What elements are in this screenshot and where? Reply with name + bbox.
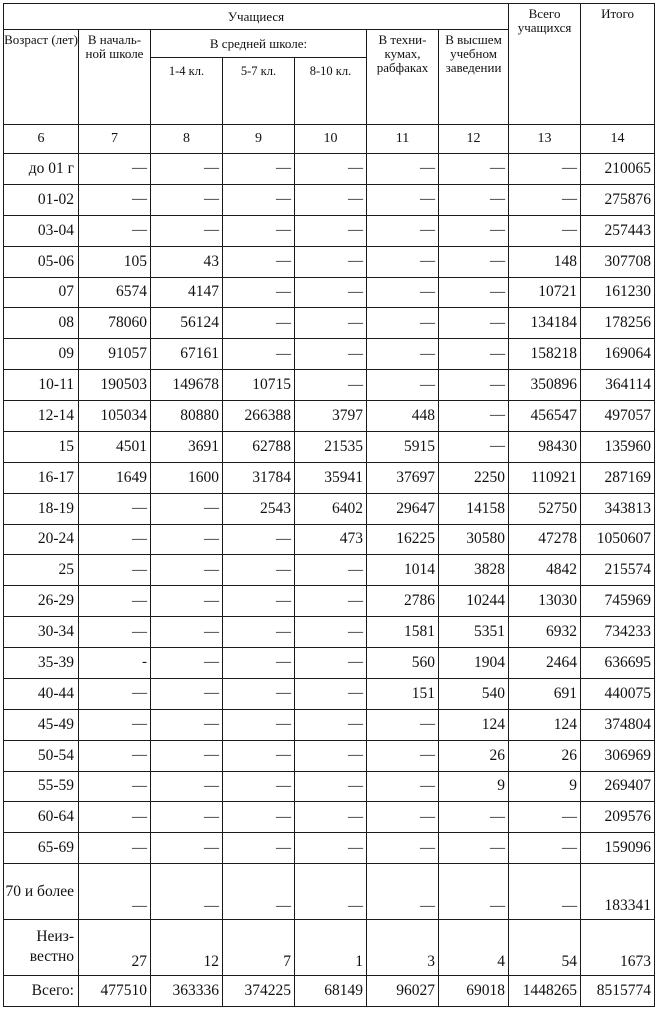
column-number: 7 [79,125,151,154]
value-cell: 374804 [581,709,655,740]
value-cell: 8515774 [581,975,655,1006]
value-cell: — [295,154,367,185]
column-number-row [4,125,655,154]
value-cell: — [79,864,151,920]
value-cell: 135960 [581,431,655,462]
value-cell: — [295,215,367,246]
value-cell: — [367,184,439,215]
value-cell: 149678 [151,370,223,401]
value-cell: — [295,277,367,308]
value-cell: — [295,802,367,833]
value-cell: 30580 [439,524,509,555]
value-cell: — [223,246,295,277]
value-cell: 287169 [581,462,655,493]
value-cell: 47278 [509,524,581,555]
value-cell: 183341 [581,864,655,920]
value-cell: — [223,740,295,771]
value-cell: — [79,740,151,771]
value-cell: — [509,802,581,833]
value-cell: 9 [439,771,509,802]
table-row [4,833,655,864]
age-cell: до 01 г [4,154,79,185]
table-row [4,339,655,370]
table-row [4,771,655,802]
value-cell: — [79,617,151,648]
value-cell: 7 [223,919,295,975]
value-cell: 257443 [581,215,655,246]
value-cell: — [367,308,439,339]
value-cell: 209576 [581,802,655,833]
value-cell: — [151,648,223,679]
value-cell: 9 [509,771,581,802]
value-cell: — [295,864,367,920]
value-cell: 1600 [151,462,223,493]
value-cell: — [295,648,367,679]
value-cell: — [367,833,439,864]
column-number: 13 [509,125,581,154]
value-cell: 1649 [79,462,151,493]
age-cell: 12-14 [4,401,79,432]
value-cell: 215574 [581,555,655,586]
value-cell: — [509,864,581,920]
value-cell: 26 [439,740,509,771]
value-cell: 307708 [581,246,655,277]
value-cell: — [151,802,223,833]
value-cell: — [79,493,151,524]
value-cell: — [295,370,367,401]
value-cell: 350896 [509,370,581,401]
value-cell: — [439,431,509,462]
column-number: 10 [295,125,367,154]
value-cell: 5915 [367,431,439,462]
value-cell: — [439,833,509,864]
age-header: Возраст (лет) [4,30,79,125]
value-cell: 69018 [439,975,509,1006]
value-cell: — [439,339,509,370]
age-cell: 70 и более [4,864,79,920]
age-cell: 25 [4,555,79,586]
value-cell: 124 [509,709,581,740]
value-cell: 54 [509,919,581,975]
value-cell: 363336 [151,975,223,1006]
value-cell: — [509,184,581,215]
table-row [4,493,655,524]
table-row [4,678,655,709]
value-cell: 3691 [151,431,223,462]
value-cell: 21535 [295,431,367,462]
table-row [4,617,655,648]
age-cell: 40-44 [4,678,79,709]
value-cell: 105034 [79,401,151,432]
age-cell: 07 [4,277,79,308]
value-cell: 124 [439,709,509,740]
value-cell: 1673 [581,919,655,975]
value-cell: — [439,277,509,308]
value-cell: — [223,308,295,339]
grade-1-4-header: 1-4 кл. [151,58,223,125]
age-cell: 10-11 [4,370,79,401]
value-cell: 159096 [581,833,655,864]
value-cell: — [151,678,223,709]
value-cell: — [79,586,151,617]
value-cell: — [151,184,223,215]
age-cell: 08 [4,308,79,339]
value-cell: 105 [79,246,151,277]
value-cell: 14158 [439,493,509,524]
value-cell: 4147 [151,277,223,308]
value-cell: — [295,555,367,586]
value-cell: 52750 [509,493,581,524]
value-cell: 540 [439,678,509,709]
value-cell: 1050607 [581,524,655,555]
value-cell: — [295,339,367,370]
value-cell: — [367,370,439,401]
column-number: 12 [439,125,509,154]
age-cell: Неиз- вестно [4,919,79,975]
value-cell: 6932 [509,617,581,648]
table-row [4,864,655,920]
value-cell: — [367,802,439,833]
value-cell: — [367,740,439,771]
value-cell: — [151,833,223,864]
value-cell: 16225 [367,524,439,555]
value-cell: — [223,339,295,370]
age-cell: 60-64 [4,802,79,833]
value-cell: 2543 [223,493,295,524]
value-cell: — [439,370,509,401]
value-cell: 3797 [295,401,367,432]
value-cell: 43 [151,246,223,277]
value-cell: — [367,246,439,277]
value-cell: — [367,864,439,920]
value-cell: — [151,154,223,185]
value-cell: 29647 [367,493,439,524]
value-cell: 91057 [79,339,151,370]
value-cell: — [367,277,439,308]
value-cell: 26 [509,740,581,771]
value-cell: 477510 [79,975,151,1006]
column-number: 6 [4,125,79,154]
age-cell: 50-54 [4,740,79,771]
value-cell: 275876 [581,184,655,215]
value-cell: — [151,771,223,802]
value-cell: — [509,833,581,864]
table-row [4,802,655,833]
value-cell: — [151,864,223,920]
age-cell: 20-24 [4,524,79,555]
value-cell: 158218 [509,339,581,370]
value-cell: 456547 [509,401,581,432]
value-cell: 10244 [439,586,509,617]
value-cell: 151 [367,678,439,709]
table-body [4,154,655,1007]
value-cell: 2250 [439,462,509,493]
value-cell: — [223,771,295,802]
value-cell: 35941 [295,462,367,493]
value-cell: — [79,154,151,185]
table-row [4,246,655,277]
age-cell: 09 [4,339,79,370]
age-cell: 45-49 [4,709,79,740]
value-cell: 110921 [509,462,581,493]
value-cell: — [151,555,223,586]
value-cell: 364114 [581,370,655,401]
value-cell: — [223,555,295,586]
value-cell: 1 [295,919,367,975]
value-cell: 27 [79,919,151,975]
table-row [4,431,655,462]
value-cell: 98430 [509,431,581,462]
table-row [4,740,655,771]
value-cell: — [79,555,151,586]
primary-school-header: В началь- ной школе [79,30,151,125]
value-cell: — [223,524,295,555]
value-cell: — [151,215,223,246]
value-cell: — [223,586,295,617]
table-row [4,215,655,246]
value-cell: — [367,709,439,740]
value-cell: 448 [367,401,439,432]
value-cell: 269407 [581,771,655,802]
value-cell: — [223,617,295,648]
value-cell: — [223,154,295,185]
age-cell: 18-19 [4,493,79,524]
value-cell: — [439,184,509,215]
grade-5-7-header: 5-7 кл. [223,58,295,125]
value-cell: 161230 [581,277,655,308]
table-row [4,524,655,555]
table-row [4,709,655,740]
value-cell: 1014 [367,555,439,586]
value-cell: 440075 [581,678,655,709]
column-number: 11 [367,125,439,154]
value-cell: — [367,771,439,802]
value-cell: — [439,154,509,185]
age-cell: 30-34 [4,617,79,648]
value-cell: 12 [151,919,223,975]
table-row [4,586,655,617]
value-cell: 691 [509,678,581,709]
value-cell: 560 [367,648,439,679]
value-cell: — [79,771,151,802]
value-cell: 169064 [581,339,655,370]
value-cell: 343813 [581,493,655,524]
value-cell: 62788 [223,431,295,462]
technical-school-header: В техни- кумах, рабфаках [367,30,439,125]
value-cell: — [79,184,151,215]
value-cell: 3828 [439,555,509,586]
table-row [4,370,655,401]
value-cell: — [151,493,223,524]
value-cell: 178256 [581,308,655,339]
value-cell: — [79,833,151,864]
value-cell: 636695 [581,648,655,679]
value-cell: — [509,154,581,185]
value-cell: — [223,802,295,833]
table-row [4,277,655,308]
value-cell: 306969 [581,740,655,771]
value-cell: 745969 [581,586,655,617]
column-number: 9 [223,125,295,154]
value-cell: — [223,678,295,709]
value-cell: — [79,802,151,833]
value-cell: — [151,586,223,617]
value-cell: — [151,740,223,771]
value-cell: — [223,709,295,740]
higher-education-header: В высшем учебном заведении [439,30,509,125]
value-cell: 37697 [367,462,439,493]
value-cell: 266388 [223,401,295,432]
total-students-header: Всего учащихся [509,4,581,125]
value-cell: 4501 [79,431,151,462]
value-cell: 497057 [581,401,655,432]
value-cell: 473 [295,524,367,555]
table-row [4,184,655,215]
table-row [4,975,655,1006]
value-cell: 56124 [151,308,223,339]
students-by-age-table [3,3,655,1007]
value-cell: — [295,771,367,802]
value-cell: — [223,277,295,308]
value-cell: — [223,833,295,864]
value-cell: — [151,617,223,648]
value-cell: 80880 [151,401,223,432]
value-cell: — [223,648,295,679]
value-cell: — [509,215,581,246]
value-cell: 13030 [509,586,581,617]
value-cell: 1581 [367,617,439,648]
table-row [4,308,655,339]
value-cell: — [295,308,367,339]
value-cell: 2786 [367,586,439,617]
value-cell: — [151,524,223,555]
value-cell: 4 [439,919,509,975]
value-cell: 210065 [581,154,655,185]
value-cell: — [79,678,151,709]
value-cell: — [295,833,367,864]
value-cell: — [367,215,439,246]
value-cell: — [439,401,509,432]
value-cell: - [79,648,151,679]
value-cell: — [439,864,509,920]
value-cell: — [79,215,151,246]
total-header: Итого [581,4,655,125]
value-cell: — [295,617,367,648]
value-cell: 374225 [223,975,295,1006]
value-cell: 78060 [79,308,151,339]
age-cell: Всего: [4,975,79,1006]
value-cell: — [295,678,367,709]
age-cell: 55-59 [4,771,79,802]
value-cell: 68149 [295,975,367,1006]
value-cell: 5351 [439,617,509,648]
value-cell: 1904 [439,648,509,679]
table-row [4,154,655,185]
value-cell: 6574 [79,277,151,308]
value-cell: — [151,709,223,740]
value-cell: — [367,339,439,370]
value-cell: 10715 [223,370,295,401]
age-cell: 16-17 [4,462,79,493]
value-cell: 10721 [509,277,581,308]
students-header: Учащиеся [4,4,509,30]
table-row [4,648,655,679]
value-cell: 734233 [581,617,655,648]
age-cell: 35-39 [4,648,79,679]
age-cell: 65-69 [4,833,79,864]
value-cell: 148 [509,246,581,277]
value-cell: — [295,184,367,215]
table-row [4,462,655,493]
value-cell: — [223,215,295,246]
age-cell: 15 [4,431,79,462]
value-cell: — [295,709,367,740]
value-cell: 134184 [509,308,581,339]
value-cell: — [439,246,509,277]
value-cell: — [295,246,367,277]
value-cell: 67161 [151,339,223,370]
value-cell: — [295,740,367,771]
secondary-school-header: В средней школе: [151,30,367,58]
age-cell: 03-04 [4,215,79,246]
value-cell: 96027 [367,975,439,1006]
table-row [4,555,655,586]
value-cell: — [439,215,509,246]
value-cell: — [79,524,151,555]
value-cell: — [439,308,509,339]
value-cell: 4842 [509,555,581,586]
value-cell: — [295,586,367,617]
age-cell: 26-29 [4,586,79,617]
grade-8-10-header: 8-10 кл. [295,58,367,125]
value-cell: 1448265 [509,975,581,1006]
age-cell: 05-06 [4,246,79,277]
table-row [4,401,655,432]
age-cell: 01-02 [4,184,79,215]
value-cell: — [367,154,439,185]
value-cell: 6402 [295,493,367,524]
table-row [4,919,655,975]
value-cell: 2464 [509,648,581,679]
value-cell: — [79,709,151,740]
value-cell: 31784 [223,462,295,493]
column-number: 14 [581,125,655,154]
value-cell: 3 [367,919,439,975]
column-number: 8 [151,125,223,154]
value-cell: — [223,184,295,215]
value-cell: 190503 [79,370,151,401]
value-cell: — [439,802,509,833]
value-cell: — [223,864,295,920]
